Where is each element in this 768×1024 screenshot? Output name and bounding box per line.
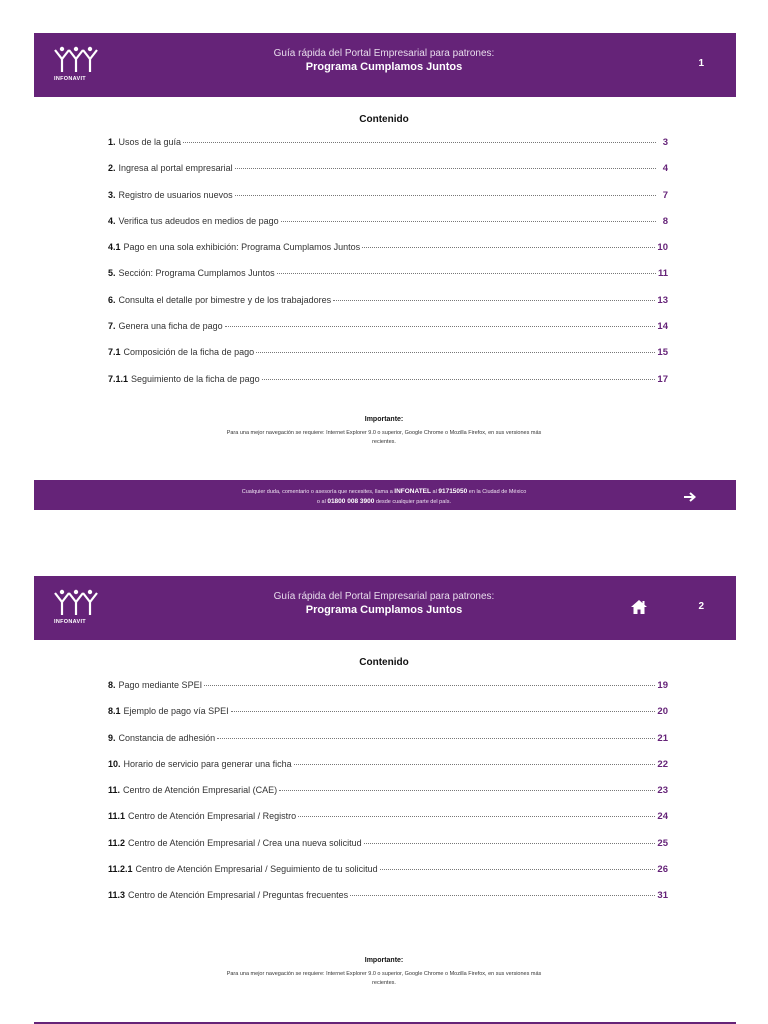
toc-item[interactable] (108, 137, 668, 163)
footer-text-part: Cualquier duda, comentario o asesoría que necesites, llama a (241, 489, 395, 495)
toc-item[interactable] (108, 163, 668, 189)
toc-leader-dots (277, 273, 656, 274)
toc-item[interactable] (108, 759, 668, 785)
toc-item[interactable] (108, 242, 668, 268)
toc-item-number: 5. (108, 268, 116, 279)
toc-item[interactable] (108, 864, 668, 890)
toc-item-page[interactable]: 13 (657, 294, 668, 306)
toc-item-number: 11.3 (108, 890, 126, 901)
toc-item-label: Pago en una sola exhibición: Programa Cumplamos Juntos (123, 242, 361, 253)
toc-item[interactable] (108, 890, 668, 916)
home-icon[interactable] (630, 599, 648, 615)
toc-item-page[interactable]: 23 (657, 785, 668, 797)
toc-leader-dots (333, 300, 655, 301)
toc-item-number: 10. (108, 758, 121, 769)
toc-item-label: Centro de Atención Empresarial / Registro (128, 811, 297, 822)
important-text: Para una mejor navegación se requiere: Internet Explorer 9.0 o superior, Google Chrome o Mozilla Firefox, en sus versiones más recientes. (226, 430, 542, 445)
toc-item[interactable] (108, 838, 668, 864)
phone-national: 01800 008 3900 (327, 498, 375, 505)
header-main-title: Programa Cumplamos Juntos (305, 61, 463, 73)
toc-item[interactable] (108, 680, 668, 706)
toc-item[interactable] (108, 347, 668, 373)
toc-item[interactable] (108, 190, 668, 216)
toc-item-number: 11.2.1 (108, 864, 133, 875)
logo-text: INFONAVIT (54, 619, 86, 625)
toc-item-page[interactable]: 20 (657, 706, 668, 718)
toc-leader-dots (350, 895, 655, 896)
footer-text-part: o al (316, 499, 328, 505)
toc-title: Contenido (359, 657, 409, 668)
toc-item-page[interactable]: 4 (662, 163, 668, 175)
phone-cdmx: 91715050 (438, 488, 468, 495)
toc-item[interactable] (108, 706, 668, 732)
toc-item-label: Centro de Atención Empresarial / Crea una nueva solicitud (128, 837, 362, 848)
toc-item[interactable] (108, 733, 668, 759)
toc-item-number: 3. (108, 189, 116, 200)
toc-item[interactable] (108, 295, 668, 321)
guide-page-2 (0, 543, 768, 1024)
toc-leader-dots (279, 790, 655, 791)
toc-item-label: Ejemplo de pago vía SPEI (123, 706, 229, 717)
toc-item[interactable] (108, 321, 668, 347)
logo-text: INFONAVIT (54, 76, 86, 82)
toc-item-number: 8.1 (108, 706, 121, 717)
footer-line-1 (174, 487, 594, 497)
toc-leader-dots (256, 352, 655, 353)
footer-text-part: desde cualquier parte del país. (374, 499, 452, 505)
page-header (34, 33, 736, 97)
table-of-contents (108, 137, 668, 400)
toc-item[interactable] (108, 785, 668, 811)
toc-item-label: Constancia de adhesión (118, 732, 216, 743)
toc-leader-dots (281, 221, 656, 222)
toc-item-label: Centro de Atención Empresarial / Seguimiento de tu solicitud (135, 864, 378, 875)
page-number: 1 (698, 58, 704, 69)
toc-title: Contenido (359, 114, 409, 125)
important-text: Para una mejor navegación se requiere: Internet Explorer 9.0 o superior, Google Chrome o Mozilla Firefox, en sus versiones más recientes. (226, 971, 542, 986)
toc-item-label: Pago mediante SPEI (118, 680, 203, 690)
toc-item[interactable] (108, 374, 668, 400)
footer-text-part: en la Ciudad de México (467, 489, 527, 495)
toc-leader-dots (204, 685, 655, 686)
toc-leader-dots (364, 843, 656, 844)
toc-item-page[interactable]: 11 (657, 268, 668, 280)
toc-item-label: Sección: Programa Cumplamos Juntos (118, 268, 275, 279)
toc-leader-dots (298, 816, 655, 817)
table-of-contents (108, 680, 668, 917)
toc-item-number: 8. (108, 680, 116, 690)
toc-leader-dots (262, 379, 656, 380)
toc-item-page[interactable]: 19 (657, 680, 668, 691)
toc-item[interactable] (108, 268, 668, 294)
infonatel-label: INFONATEL (394, 488, 431, 495)
toc-item-label: Seguimiento de la ficha de pago (131, 373, 260, 384)
toc-item-number: 6. (108, 294, 116, 305)
important-note (0, 957, 768, 988)
toc-item[interactable] (108, 216, 668, 242)
toc-item-label: Genera una ficha de pago (118, 321, 223, 332)
toc-item-number: 4.1 (108, 242, 121, 253)
header-title (184, 591, 584, 617)
header-subtitle: Guía rápida del Portal Empresarial para patrones: (273, 591, 495, 602)
toc-item-label: Verifica tus adeudos en medios de pago (118, 215, 279, 226)
header-main-title: Programa Cumplamos Juntos (305, 604, 463, 616)
toc-item-page[interactable]: 25 (657, 837, 668, 849)
toc-leader-dots (294, 764, 656, 765)
toc-item[interactable] (108, 811, 668, 837)
toc-leader-dots (217, 738, 655, 739)
toc-item-page[interactable]: 15 (657, 347, 668, 359)
toc-item-page[interactable]: 10 (657, 242, 668, 254)
toc-item-number: 11. (108, 785, 121, 796)
footer-text (174, 487, 594, 507)
important-title: Importante: (364, 957, 404, 964)
infonavit-logo (52, 589, 104, 629)
header-title (184, 48, 584, 74)
toc-leader-dots (225, 326, 656, 327)
toc-item-page[interactable]: 22 (657, 758, 668, 770)
toc-item-page[interactable]: 21 (657, 732, 668, 744)
toc-item-number: 7.1 (108, 347, 121, 358)
toc-item-page[interactable]: 17 (657, 373, 668, 385)
toc-item-page[interactable]: 8 (662, 215, 668, 227)
page-header (34, 576, 736, 640)
toc-leader-dots (235, 195, 656, 196)
toc-item-page[interactable]: 26 (657, 864, 668, 876)
toc-item-number: 9. (108, 732, 116, 743)
toc-item-label: Ingresa al portal empresarial (118, 163, 233, 174)
page-number: 2 (698, 601, 704, 612)
toc-item-label: Consulta el detalle por bimestre y de los trabajadores (118, 294, 332, 305)
toc-item-page[interactable]: 14 (657, 321, 668, 333)
footer-line-2 (174, 497, 594, 507)
footer-text-part: al (431, 489, 439, 495)
toc-item-page[interactable]: 24 (657, 811, 668, 823)
toc-item-label: Registro de usuarios nuevos (118, 189, 233, 200)
toc-item-number: 4. (108, 215, 116, 226)
important-note (0, 416, 768, 447)
toc-leader-dots (231, 711, 656, 712)
toc-item-page[interactable]: 31 (657, 890, 668, 902)
toc-item-label: Centro de Atención Empresarial / Preguntas frecuentes (128, 890, 349, 901)
arrow-right-icon[interactable] (684, 489, 696, 499)
toc-leader-dots (380, 869, 656, 870)
toc-item-label: Composición de la ficha de pago (123, 347, 255, 358)
toc-item-number: 2. (108, 163, 116, 174)
toc-leader-dots (183, 142, 656, 143)
toc-item-number: 11.1 (108, 811, 126, 822)
infonavit-logo (52, 46, 104, 86)
toc-item-number: 1. (108, 137, 116, 147)
toc-leader-dots (235, 168, 656, 169)
toc-item-label: Centro de Atención Empresarial (CAE) (123, 785, 278, 796)
toc-item-number: 11.2 (108, 837, 126, 848)
toc-item-label: Usos de la guía (118, 137, 182, 147)
toc-item-page[interactable]: 7 (662, 189, 668, 201)
toc-item-number: 7. (108, 321, 116, 332)
toc-item-label: Horario de servicio para generar una ficha (123, 758, 292, 769)
toc-item-number: 7.1.1 (108, 373, 129, 384)
header-subtitle: Guía rápida del Portal Empresarial para patrones: (273, 48, 495, 59)
toc-leader-dots (362, 247, 655, 248)
toc-item-page[interactable]: 3 (662, 137, 668, 148)
important-title: Importante: (364, 416, 404, 423)
contact-footer (34, 480, 736, 510)
